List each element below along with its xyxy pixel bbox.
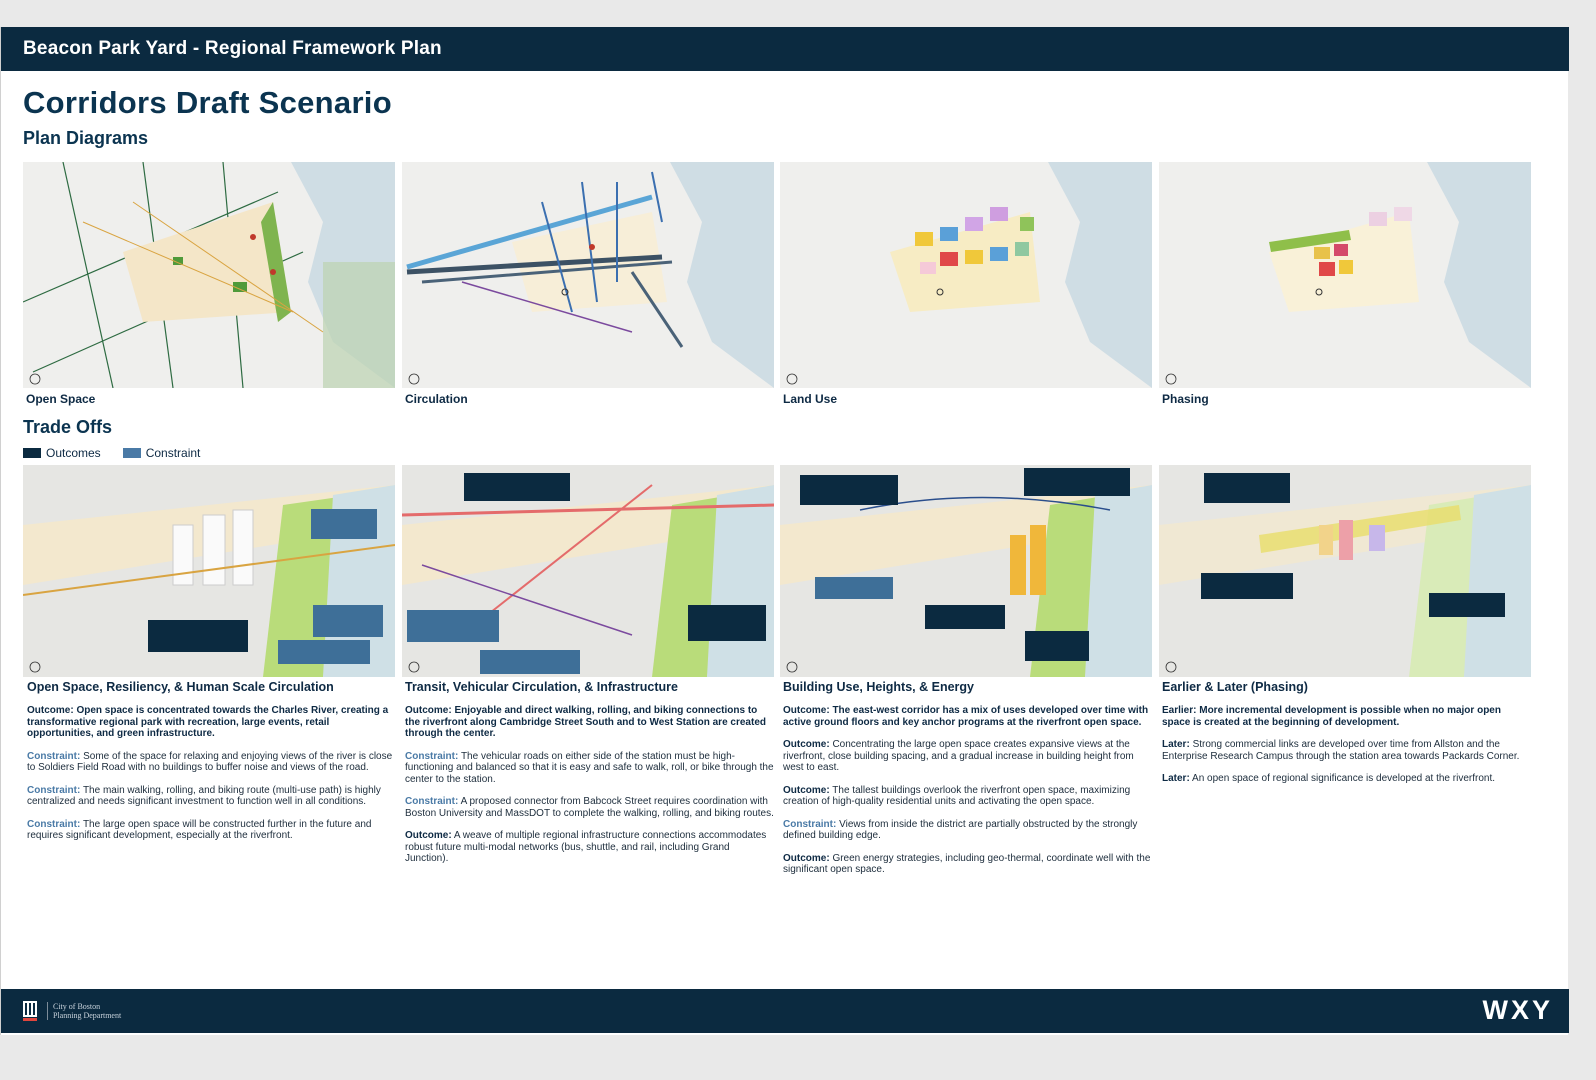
tradeoff-open-space-illustration	[23, 465, 395, 677]
column-item: Later: Strong commercial links are developed over time from Allston and the Enterprise Research Campus through the station area towards Packards Corner.	[1162, 739, 1520, 762]
column-item: Outcome: Green energy strategies, including geo-thermal, coordinate well with the significant open space.	[783, 852, 1151, 875]
column-open-space	[27, 680, 397, 853]
column-building	[783, 680, 1153, 887]
column-item: Outcome: A weave of multiple regional infrastructure connections accommodates robust future multi-modal networks (bus, shuttle, and rail, including Grand Junction).	[405, 830, 767, 864]
city-of-boston-logo-icon	[23, 1001, 37, 1021]
column-heading: Open Space, Resiliency, & Human Scale Circulation	[27, 680, 334, 694]
tradeoffs-legend	[23, 446, 200, 460]
tradeoff-phasing-illustration	[1159, 465, 1531, 677]
column-item: Constraint: A proposed connector from Babcock Street requires coordination with Boston University and MassDOT to complete the walking, rolling, and biking routes.	[405, 796, 774, 819]
column-transit	[405, 680, 775, 876]
city-of-boston-wordmark: City of Boston Planning Department	[47, 1002, 121, 1020]
tradeoff-transit-illustration	[402, 465, 774, 677]
phasing-diagram	[1159, 162, 1531, 388]
column-item: Later: An open space of regional significance is developed at the riverfront.	[1162, 773, 1495, 784]
column-item: Constraint: Some of the space for relaxing and enjoying views of the river is close to Soldiers Field Road with no buildings to buffer noise and views of the road.	[27, 750, 393, 773]
legend-label-outcomes: Outcomes	[46, 446, 101, 460]
column-item: Constraint: The large open space will be constructed further in the future and requires significant development, especially at the riverfront.	[27, 818, 372, 841]
section-subtitle: Plan Diagrams	[23, 128, 149, 148]
column-lead-outcome: Outcome: Open space is concentrated towards the Charles River, creating a transformative regional park with recreation, large events, retail opportunities, and green infrastructure.	[27, 705, 389, 739]
footer-bar	[1, 989, 1569, 1033]
legend-constraint	[123, 446, 201, 460]
column-phasing	[1162, 680, 1532, 796]
column-item: Outcome: Concentrating the large open space creates expansive views at the riverfront, close building spacing, and a gradual increase in building height from west to east.	[783, 739, 1134, 773]
header-bar	[1, 27, 1569, 71]
column-lead-outcome: Outcome: Enjoyable and direct walking, rolling, and biking connections to the riverfront along Cambridge Street South and to West Station are created through the center.	[405, 705, 766, 739]
column-item: Constraint: Views from inside the district are partially obstructed by the strongly defined building edge.	[783, 818, 1138, 841]
column-heading: Earlier & Later (Phasing)	[1162, 680, 1308, 694]
legend-swatch-constraint	[123, 448, 141, 458]
column-lead-outcome: Outcome: The east-west corridor has a mix of uses developed over time with active ground floors and key anchor programs at the riverfront open space.	[783, 705, 1149, 728]
legend-swatch-outcomes	[23, 448, 41, 458]
legend-label-constraint: Constraint	[145, 446, 201, 460]
circulation-diagram	[402, 162, 774, 388]
poster-sheet	[0, 27, 1568, 1035]
column-heading: Transit, Vehicular Circulation, & Infrastructure	[405, 680, 678, 694]
page-title: Corridors Draft Scenario	[23, 85, 392, 120]
column-lead-earlier: Earlier: More incremental development is possible when no major open space is created at the beginning of development.	[1162, 705, 1501, 728]
open-space-diagram	[23, 162, 395, 388]
land-use-diagram	[780, 162, 1152, 388]
column-heading: Building Use, Heights, & Energy	[783, 680, 974, 694]
caption-phasing: Phasing	[1162, 392, 1209, 406]
legend-outcomes	[23, 446, 101, 460]
column-item: Constraint: The main walking, rolling, and biking route (multi-use path) is highly centralized and needs significant investment to function well in all conditions.	[27, 784, 381, 807]
caption-open-space: Open Space	[26, 392, 96, 406]
header-title: Beacon Park Yard - Regional Framework Plan	[23, 38, 442, 59]
caption-circulation: Circulation	[405, 392, 468, 406]
caption-land-use: Land Use	[783, 392, 838, 406]
tradeoffs-heading: Trade Offs	[23, 417, 113, 437]
tradeoff-building-illustration	[780, 465, 1152, 677]
column-item: Constraint: The vehicular roads on either side of the station must be high-functioning and balanced so that it is easy and safe to walk, roll, or bike through the center to the station.	[405, 750, 774, 785]
wxy-logo: WXY	[1482, 995, 1553, 1025]
column-item: Outcome: The tallest buildings overlook the riverfront open space, maximizing creation of high-quality residential units and activating the open space.	[783, 784, 1131, 807]
